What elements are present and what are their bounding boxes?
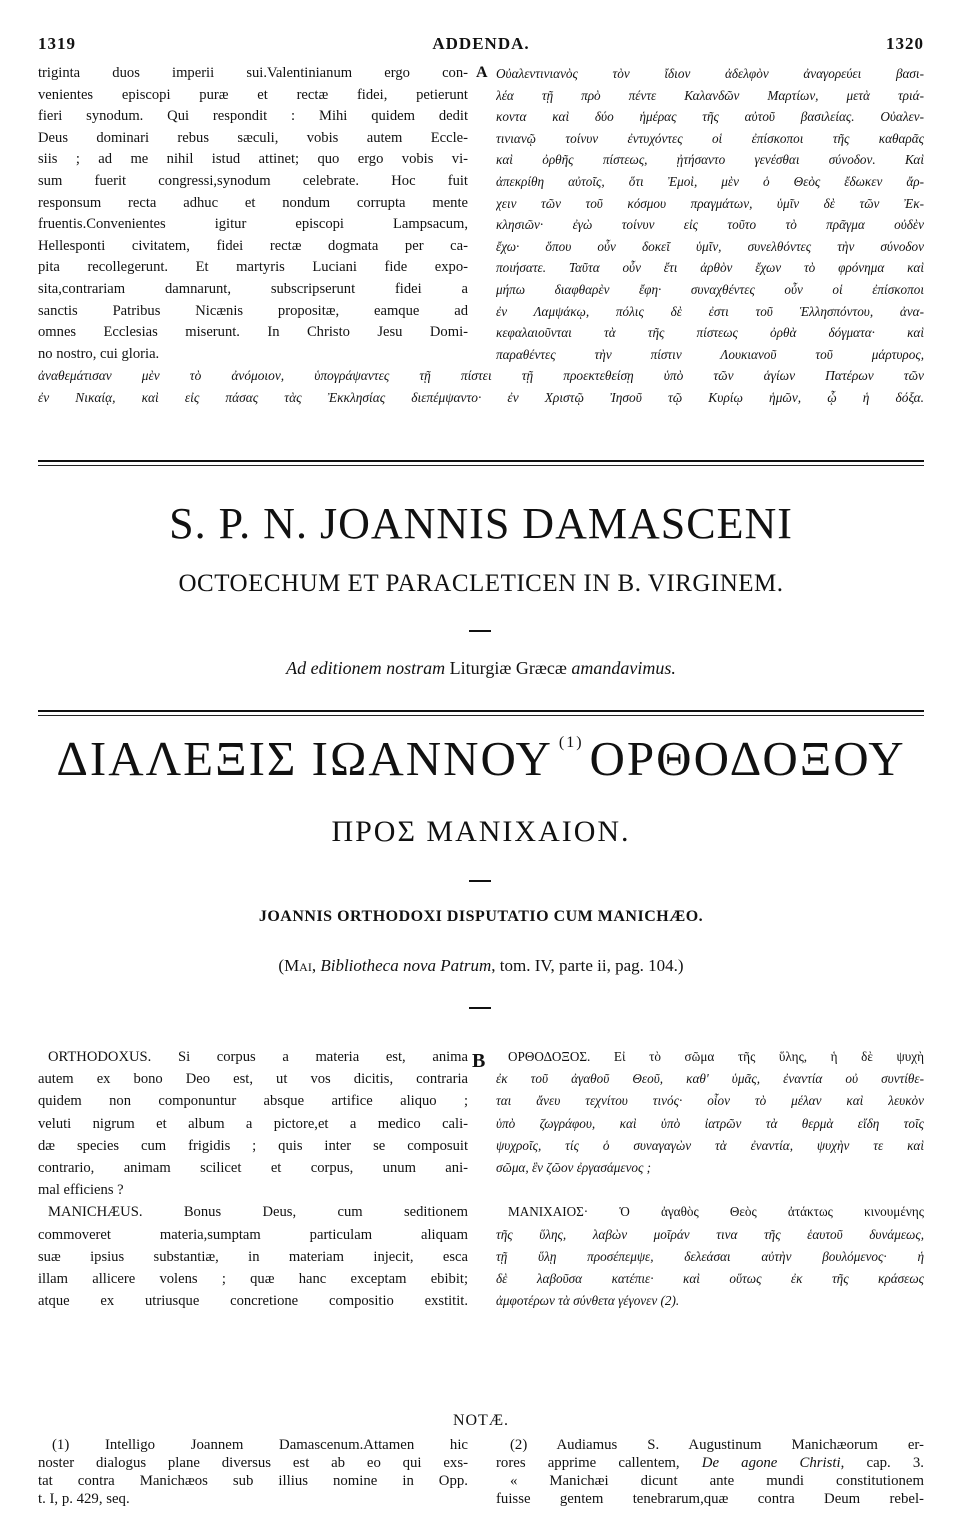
top-latin-column [38,63,468,365]
text-line: omnes Ecclesias miserunt. In Christo Jesu Domi- [38,324,468,341]
text-line: χειν τῶν τοῦ κόσμου πραγμάτων, ὑμῖν δὲ τῶν Ἐκ- [496,195,924,211]
header-title: ADDENDA. [432,34,530,53]
greek-title-part-b: ΟΡΘΟΔΟΞΟΥ [589,731,906,786]
note-work-title: De agone Christi [701,1455,841,1471]
text-line: κλησιῶν· ἐγὼ τοίνυν εἰς τοῦτο τὸ πρᾶγμα οὐδὲν [496,217,924,233]
cite-work: Bibliotheca nova Patrum [320,956,492,975]
page-number-right: 1320 [886,34,924,53]
text-line: σῶμα, ἓν ζῶον ἐργασάμενος ; [496,1160,652,1176]
note-line: fuisse gentem tenebrarum,quæ contra Deum rebel- [496,1491,924,1507]
text-line: ποιήσατε. Ταῦτα οὖν ἔτι ἀρθὸν ἔχων τὸ φρόνημα καὶ [496,260,924,276]
note-line: noster dialogus plane diversus est ab eo qui exs- [38,1455,468,1471]
footnote-2 [496,1436,924,1508]
text-line: Οὐαλεντινιανὸς τὸν ἴδιον ἀδελφὸν ἀναγορεύει βασι- [496,66,924,81]
note-line: (2) Audiamus S. Augustinum Manichæorum er- [510,1437,924,1453]
cite-author: Mai [284,956,312,975]
note-text: , cap. 3. [840,1455,924,1471]
latin-subtitle: JOANNIS ORTHODOXI DISPUTATIO CUM MANICHÆO. [258,908,704,925]
text-line: sanctis Patribus Nicænis propositæ, eamque ad [38,302,468,319]
text-line: venientes episcopi puræ et rectæ fidei, petierunt [38,86,468,103]
cite-rest: , tom. IV, parte ii, pag. 104.) [491,956,684,975]
text-line: veluti nigrum et album a pictore,et a medico cali- [38,1115,468,1132]
text-line: ORTHODOXUS. Si corpus a materia est, anima [48,1049,468,1065]
running-header [30,8,932,53]
text-line: sita,contrariam damnarunt, subscripserunt fidei a [38,280,468,297]
text-line: μήπω διαφθαρὲν ἔφη· συναχθέντες οὖν οἱ ἐπίσκοποι [496,281,924,297]
text-line: siis ; ad me nihil istud attinet; quo ergo vobis vi- [38,151,468,168]
full-width-greek-line: ἐν Νικαίᾳ, καὶ εἰς πάσας τὰς Ἐκκλησίας διεπέμψαντο· ἐν Χριστῷ Ἰησοῦ τῷ Κυρίῳ ἡμῶν, ᾧ ἡ δόξα. [38,390,924,405]
blank-line [496,1179,924,1201]
text-line: ψυχροῖς, τίς ὁ συναγαγὼν τὰ ἐναντία, ψυχὴν τε καὶ [496,1137,924,1153]
text-line: MANICHÆUS. Bonus Deus, cum seditionem [48,1204,468,1221]
text-line: ται ἄνευ τεχνίτου τινός· οἷον τὸ μέλαν καὶ λευκὸν [496,1093,924,1109]
text-line: fieri synodum. Qui respondit : Mihi quidem dedit [38,108,468,125]
text-line: καὶ ὀρθῆς πίστεως, ᾐτήσαντο γενέσθαι σύνοδον. Καὶ [496,152,924,168]
dialogue-latin-column [38,1046,468,1312]
text-line: no nostro, cui gloria. [38,345,160,362]
remark-suffix: amandavimus. [571,658,676,678]
note-line: t. I, p. 429, seq. [38,1491,130,1507]
section-title: S. P. N. JOANNIS DAMASCENI [169,499,793,548]
text-line: fruentis.Convenientes igitur episcopi Lampsacum, [38,216,468,233]
text-line: ἀπεκρίθη αὐτοῖς, ὅτι Ἐμοὶ, μὲν ὁ Θεὸς ἔδωκεν ἄρ- [496,173,924,189]
top-greek-column [496,63,924,365]
text-line: ἔχω· ὅπου οὖν δοκεῖ ὑμῖν, συνελθόντες τὴν σύνοδον [496,238,924,254]
text-line: δὲ λαβοῦσα κατέπιε· καὶ οὕτως ἐκ τῆς κράσεως [496,1271,924,1287]
text-line: dæ species cum frigidis ; quis inter se composuit [38,1137,468,1154]
text-line: ἀμφοτέρων τὰ σύνθετα γέγονεν (2). [496,1293,680,1309]
section-rule [38,710,924,712]
text-line: pita recollegerunt. Et martyris Luciani fide expo- [38,259,468,276]
text-line: mal efficiens ? [38,1182,124,1199]
section-rule [38,460,924,462]
text-line: contrario, animam scilicet et corpus, unum ani- [38,1160,468,1177]
greek-title [0,730,962,787]
greek-title-part-a: ΔΙΑΛΕΞΙΣ ΙΩΑΝΝΟΥ [56,731,553,786]
section-remark [0,658,962,679]
text-line: Hellesponti civitatem, fidei rectæ dogmata per ca- [38,237,468,254]
greek-subtitle: ΠΡΟΣ ΜΑΝΙΧΑΙΟΝ. [331,815,631,848]
text-line: ἐν Λαμψάκῳ, πόλις δὲ ἐστι τοῦ Ἑλλησπόντου, ἀνα- [496,303,924,319]
text-line: παραθέντες τὴν πίστιν Λουκιανοῦ τοῦ μάρτυρος, [496,346,924,362]
short-dash [469,1007,491,1009]
page-number-left: 1319 [38,34,76,53]
text-line: ἐκ τοῦ ἀγαθοῦ Θεοῦ, καθ' ὑμᾶς, ἐναντία οὐ συντίθε- [496,1071,924,1087]
text-line: triginta duos imperii sui.Valentinianum ergo con- [38,65,468,81]
note-line: « Manichæi dicunt ante mundi constitutionem [510,1473,924,1489]
source-citation: (Mai, Bibliotheca nova Patrum, tom. IV, parte ii, pag. 104.) [278,956,684,975]
text-line: ὑπὸ ζωγράφου, καὶ ὑπὸ ἰατρῶν τὰ θερμὰ εἴδη τοῖς [496,1115,924,1131]
text-line: τῇ ὕλῃ προσέπεμψε, δελεάσαι αὐτὴν βουλόμενος· ἡ [496,1248,924,1264]
text-line: τινιανῷ τοίνυν ἐντυχόντες οἱ ἐπίσκοποι τῆς καθαρᾶς [496,130,924,146]
text-line: τῆς ὕλης, λαβὼν μοῖράν τινα τῆς ἑαυτοῦ δυνάμεως, [496,1226,924,1242]
dialogue-greek-column [496,1046,924,1312]
text-line: κεφαλαιοῦνται τὰ τῆς πίστεως ὀρθὰ δόγματα· καὶ [496,325,924,341]
section-rule [38,715,924,716]
text-line: illam allicere volens ; quæ hanc exceptam ebibit; [38,1271,468,1288]
text-line: ΟΡΘΟΔΟΞΟΣ. Εἰ τὸ σῶμα τῆς ὕλης, ἡ δὲ ψυχὴ [508,1049,924,1064]
note-line: tat contra Manichæos sub illius nomine in Opp. [38,1473,468,1489]
note-text: rores apprime callentem, [496,1455,702,1471]
footnote-1 [38,1436,468,1508]
remark-mid: Liturgiæ Græcæ [445,658,572,678]
short-dash [469,630,491,632]
text-line: λέα τῇ πρὸ πέντε Καλανδῶν Μαρτίων, μετὰ τριά- [496,87,924,103]
text-line: responsum recta adhuc et nondum corrupta mente [38,194,468,211]
text-line: Deus dominari rebus sæculi, vobis autem Eccle- [38,129,468,146]
text-line: commoveret materia,sumptam particulam aliquam [38,1226,468,1243]
text-line: atque ex utriusque concretione compositio exstitit. [38,1293,468,1310]
remark-prefix: Ad editionem nostram [286,658,446,678]
note-line: (1) Intelligo Joannem Damascenum.Attamen hic [52,1437,468,1453]
note-line [496,1454,924,1472]
notes-title: NOTÆ. [452,1412,510,1429]
text-line: autem ex bono Deo est, ut vos dicitis, contraria [38,1071,468,1088]
short-dash [469,880,491,882]
text-line: ΜΑΝΙΧΑΙΟΣ· Ὁ ἀγαθὸς Θεὸς ἀτάκτως κινουμένης [508,1204,924,1220]
footnote-reference[interactable]: (1) [558,734,584,751]
text-line: κοντα καὶ δύο ἡμέρας τῆς αὐτοῦ βασιλείας. Οὐαλεν- [496,109,924,125]
margin-marker-b: B [472,1050,486,1072]
text-line: quidem non componuntur absque artifice aliquo ; [38,1093,468,1110]
margin-marker-a: A [476,64,488,81]
section-rule [38,465,924,466]
text-line: sum fuerit congressi,synodum celebrate. Hoc fuit [38,172,468,189]
full-width-greek-line: ἀναθεμάτισαν μὲν τὸ ἀνόμοιον, ὑπογράψαντες τῇ πίστει τῇ προεκτεθείσῃ ὑπὸ τῶν ἁγίων Πατέρων τῶν [38,368,924,383]
section-subtitle: OCTOECHUM ET PARACLETICEN IN B. VIRGINEM. [178,570,784,597]
text-line: suæ ipsius substantiæ, in materiam injecit, esca [38,1248,468,1265]
